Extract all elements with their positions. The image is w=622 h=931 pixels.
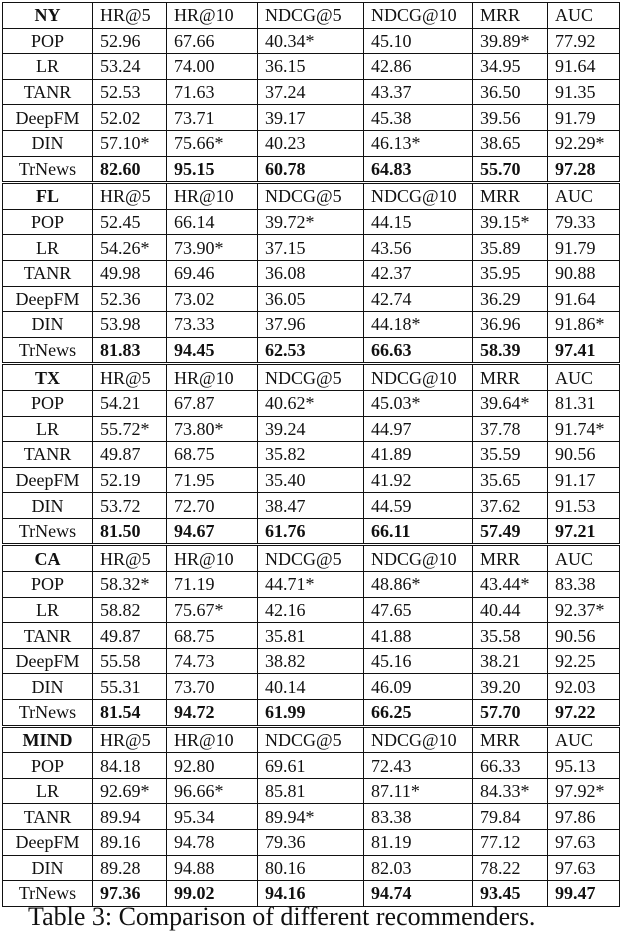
metric-value: 66.63 bbox=[364, 337, 473, 364]
model-name: DeepFM bbox=[3, 105, 93, 131]
metric-value: 35.40 bbox=[258, 467, 364, 493]
table-row bbox=[3, 467, 620, 493]
model-name: DeepFM bbox=[3, 286, 93, 312]
metric-value: 90.56 bbox=[548, 442, 620, 468]
table-row bbox=[3, 390, 620, 416]
dataset-name: CA bbox=[3, 545, 93, 572]
metric-value: 81.83 bbox=[93, 337, 167, 364]
metric-value: 66.11 bbox=[364, 518, 473, 545]
metric-value: 52.53 bbox=[93, 79, 167, 105]
metric-value: 61.99 bbox=[258, 700, 364, 727]
metric-value: 92.69* bbox=[93, 778, 167, 804]
model-name: LR bbox=[3, 54, 93, 80]
metric-value: 58.82 bbox=[93, 597, 167, 623]
column-header: HR@10 bbox=[167, 3, 258, 29]
metric-value: 97.22 bbox=[548, 700, 620, 727]
metric-value: 89.28 bbox=[93, 855, 167, 881]
metric-value: 82.60 bbox=[93, 156, 167, 183]
metric-value: 73.33 bbox=[167, 312, 258, 338]
metric-value: 54.21 bbox=[93, 390, 167, 416]
metric-value: 57.49 bbox=[473, 518, 548, 545]
metric-value: 61.76 bbox=[258, 518, 364, 545]
metric-value: 38.47 bbox=[258, 493, 364, 519]
metric-value: 35.59 bbox=[473, 442, 548, 468]
model-name: DIN bbox=[3, 312, 93, 338]
metric-value: 94.16 bbox=[258, 881, 364, 907]
metric-value: 44.18* bbox=[364, 312, 473, 338]
column-header: AUC bbox=[548, 545, 620, 572]
metric-value: 45.03* bbox=[364, 390, 473, 416]
metric-value: 91.53 bbox=[548, 493, 620, 519]
metric-value: 62.53 bbox=[258, 337, 364, 364]
metric-value: 99.02 bbox=[167, 881, 258, 907]
metric-value: 78.22 bbox=[473, 855, 548, 881]
column-header: NDCG@5 bbox=[258, 3, 364, 29]
model-name: DIN bbox=[3, 130, 93, 156]
metric-value: 81.54 bbox=[93, 700, 167, 727]
metric-value: 84.33* bbox=[473, 778, 548, 804]
column-header: NDCG@10 bbox=[364, 3, 473, 29]
table-row bbox=[3, 804, 620, 830]
metric-value: 90.56 bbox=[548, 623, 620, 649]
metric-value: 45.10 bbox=[364, 28, 473, 54]
metric-value: 52.96 bbox=[93, 28, 167, 54]
metric-value: 68.75 bbox=[167, 442, 258, 468]
metric-value: 41.89 bbox=[364, 442, 473, 468]
metric-value: 79.84 bbox=[473, 804, 548, 830]
metric-value: 44.59 bbox=[364, 493, 473, 519]
column-header: NDCG@5 bbox=[258, 545, 364, 572]
metric-value: 97.63 bbox=[548, 855, 620, 881]
metric-value: 74.00 bbox=[167, 54, 258, 80]
metric-value: 73.80* bbox=[167, 416, 258, 442]
model-name: POP bbox=[3, 209, 93, 235]
metric-value: 99.47 bbox=[548, 881, 620, 907]
metric-value: 40.14 bbox=[258, 674, 364, 700]
metric-value: 91.79 bbox=[548, 235, 620, 261]
metric-value: 36.96 bbox=[473, 312, 548, 338]
metric-value: 94.67 bbox=[167, 518, 258, 545]
dataset-name: TX bbox=[3, 364, 93, 391]
metric-value: 94.72 bbox=[167, 700, 258, 727]
metric-value: 37.96 bbox=[258, 312, 364, 338]
metric-value: 44.15 bbox=[364, 209, 473, 235]
metric-value: 54.26* bbox=[93, 235, 167, 261]
table-row bbox=[3, 648, 620, 674]
metric-value: 87.11* bbox=[364, 778, 473, 804]
metric-value: 55.72* bbox=[93, 416, 167, 442]
metric-value: 52.02 bbox=[93, 105, 167, 131]
metric-value: 64.83 bbox=[364, 156, 473, 183]
metric-value: 39.72* bbox=[258, 209, 364, 235]
metric-value: 45.16 bbox=[364, 648, 473, 674]
metric-value: 95.34 bbox=[167, 804, 258, 830]
metric-value: 96.66* bbox=[167, 778, 258, 804]
metric-value: 68.75 bbox=[167, 623, 258, 649]
column-header: NDCG@10 bbox=[364, 545, 473, 572]
metric-value: 67.66 bbox=[167, 28, 258, 54]
metric-value: 42.86 bbox=[364, 54, 473, 80]
column-header: MRR bbox=[473, 3, 548, 29]
metric-value: 90.88 bbox=[548, 260, 620, 286]
section-header-row bbox=[3, 545, 620, 572]
metric-value: 72.70 bbox=[167, 493, 258, 519]
table-row bbox=[3, 54, 620, 80]
metric-value: 83.38 bbox=[548, 572, 620, 598]
metric-value: 75.67* bbox=[167, 597, 258, 623]
metric-value: 92.29* bbox=[548, 130, 620, 156]
table-caption: Table 3: Comparison of different recommenders. bbox=[28, 902, 536, 931]
table-row bbox=[3, 572, 620, 598]
table-row bbox=[3, 416, 620, 442]
metric-value: 83.38 bbox=[364, 804, 473, 830]
metric-value: 57.70 bbox=[473, 700, 548, 727]
metric-value: 52.36 bbox=[93, 286, 167, 312]
metric-value: 92.80 bbox=[167, 753, 258, 779]
metric-value: 81.50 bbox=[93, 518, 167, 545]
model-name: DeepFM bbox=[3, 830, 93, 856]
metric-value: 41.92 bbox=[364, 467, 473, 493]
section-header-row bbox=[3, 364, 620, 391]
model-name: LR bbox=[3, 597, 93, 623]
metric-value: 37.78 bbox=[473, 416, 548, 442]
metric-value: 42.37 bbox=[364, 260, 473, 286]
metric-value: 91.64 bbox=[548, 286, 620, 312]
metric-value: 94.78 bbox=[167, 830, 258, 856]
metric-value: 72.43 bbox=[364, 753, 473, 779]
metric-value: 38.82 bbox=[258, 648, 364, 674]
metric-value: 41.88 bbox=[364, 623, 473, 649]
metric-value: 91.79 bbox=[548, 105, 620, 131]
metric-value: 38.65 bbox=[473, 130, 548, 156]
metric-value: 69.46 bbox=[167, 260, 258, 286]
column-header: AUC bbox=[548, 364, 620, 391]
metric-value: 36.15 bbox=[258, 54, 364, 80]
metric-value: 43.56 bbox=[364, 235, 473, 261]
model-name: TrNews bbox=[3, 881, 93, 907]
metric-value: 85.81 bbox=[258, 778, 364, 804]
table-row bbox=[3, 753, 620, 779]
table-row bbox=[3, 28, 620, 54]
column-header: MRR bbox=[473, 364, 548, 391]
column-header: HR@5 bbox=[93, 545, 167, 572]
metric-value: 38.21 bbox=[473, 648, 548, 674]
metric-value: 37.15 bbox=[258, 235, 364, 261]
metric-value: 49.87 bbox=[93, 442, 167, 468]
metric-value: 82.03 bbox=[364, 855, 473, 881]
metric-value: 97.63 bbox=[548, 830, 620, 856]
metric-value: 73.90* bbox=[167, 235, 258, 261]
metric-value: 94.45 bbox=[167, 337, 258, 364]
model-name: LR bbox=[3, 778, 93, 804]
metric-value: 58.32* bbox=[93, 572, 167, 598]
table-row bbox=[3, 830, 620, 856]
metric-value: 35.95 bbox=[473, 260, 548, 286]
results-table bbox=[2, 2, 620, 907]
metric-value: 71.19 bbox=[167, 572, 258, 598]
metric-value: 94.88 bbox=[167, 855, 258, 881]
metric-value: 91.17 bbox=[548, 467, 620, 493]
metric-value: 97.92* bbox=[548, 778, 620, 804]
model-name: DIN bbox=[3, 493, 93, 519]
metric-value: 66.25 bbox=[364, 700, 473, 727]
metric-value: 46.09 bbox=[364, 674, 473, 700]
metric-value: 43.44* bbox=[473, 572, 548, 598]
model-name: POP bbox=[3, 390, 93, 416]
metric-value: 79.33 bbox=[548, 209, 620, 235]
metric-value: 44.97 bbox=[364, 416, 473, 442]
metric-value: 71.63 bbox=[167, 79, 258, 105]
metric-value: 49.87 bbox=[93, 623, 167, 649]
metric-value: 89.94* bbox=[258, 804, 364, 830]
table-row bbox=[3, 337, 620, 364]
model-name: TANR bbox=[3, 442, 93, 468]
metric-value: 81.31 bbox=[548, 390, 620, 416]
metric-value: 47.65 bbox=[364, 597, 473, 623]
metric-value: 36.05 bbox=[258, 286, 364, 312]
dataset-name: MIND bbox=[3, 726, 93, 753]
model-name: TrNews bbox=[3, 518, 93, 545]
table-row bbox=[3, 130, 620, 156]
section-header-row bbox=[3, 183, 620, 210]
metric-value: 93.45 bbox=[473, 881, 548, 907]
table-row bbox=[3, 209, 620, 235]
metric-value: 42.74 bbox=[364, 286, 473, 312]
metric-value: 45.38 bbox=[364, 105, 473, 131]
metric-value: 89.94 bbox=[93, 804, 167, 830]
metric-value: 40.34* bbox=[258, 28, 364, 54]
table-row bbox=[3, 855, 620, 881]
model-name: TANR bbox=[3, 79, 93, 105]
metric-value: 91.35 bbox=[548, 79, 620, 105]
metric-value: 66.33 bbox=[473, 753, 548, 779]
metric-value: 35.58 bbox=[473, 623, 548, 649]
metric-value: 52.19 bbox=[93, 467, 167, 493]
results-table-body bbox=[3, 3, 620, 907]
column-header: AUC bbox=[548, 3, 620, 29]
table-row bbox=[3, 286, 620, 312]
model-name: DeepFM bbox=[3, 648, 93, 674]
model-name: TrNews bbox=[3, 700, 93, 727]
column-header: NDCG@5 bbox=[258, 726, 364, 753]
metric-value: 40.44 bbox=[473, 597, 548, 623]
model-name: TANR bbox=[3, 623, 93, 649]
metric-value: 97.36 bbox=[93, 881, 167, 907]
model-name: LR bbox=[3, 416, 93, 442]
metric-value: 92.03 bbox=[548, 674, 620, 700]
metric-value: 81.19 bbox=[364, 830, 473, 856]
table-row bbox=[3, 700, 620, 727]
table-row bbox=[3, 674, 620, 700]
metric-value: 52.45 bbox=[93, 209, 167, 235]
metric-value: 97.86 bbox=[548, 804, 620, 830]
metric-value: 42.16 bbox=[258, 597, 364, 623]
metric-value: 77.12 bbox=[473, 830, 548, 856]
metric-value: 67.87 bbox=[167, 390, 258, 416]
section-header-row bbox=[3, 3, 620, 29]
metric-value: 58.39 bbox=[473, 337, 548, 364]
metric-value: 34.95 bbox=[473, 54, 548, 80]
table-row bbox=[3, 597, 620, 623]
table-row bbox=[3, 156, 620, 183]
metric-value: 73.02 bbox=[167, 286, 258, 312]
table-row bbox=[3, 260, 620, 286]
model-name: POP bbox=[3, 572, 93, 598]
column-header: NDCG@5 bbox=[258, 364, 364, 391]
metric-value: 80.16 bbox=[258, 855, 364, 881]
metric-value: 95.13 bbox=[548, 753, 620, 779]
metric-value: 39.64* bbox=[473, 390, 548, 416]
table-row bbox=[3, 442, 620, 468]
metric-value: 89.16 bbox=[93, 830, 167, 856]
metric-value: 75.66* bbox=[167, 130, 258, 156]
column-header: HR@10 bbox=[167, 183, 258, 210]
metric-value: 37.24 bbox=[258, 79, 364, 105]
model-name: LR bbox=[3, 235, 93, 261]
metric-value: 44.71* bbox=[258, 572, 364, 598]
metric-value: 91.86* bbox=[548, 312, 620, 338]
column-header: HR@10 bbox=[167, 726, 258, 753]
metric-value: 37.62 bbox=[473, 493, 548, 519]
metric-value: 66.14 bbox=[167, 209, 258, 235]
column-header: NDCG@10 bbox=[364, 364, 473, 391]
section-header-row bbox=[3, 726, 620, 753]
column-header: HR@5 bbox=[93, 364, 167, 391]
model-name: POP bbox=[3, 753, 93, 779]
column-header: HR@5 bbox=[93, 183, 167, 210]
metric-value: 91.74* bbox=[548, 416, 620, 442]
metric-value: 73.70 bbox=[167, 674, 258, 700]
metric-value: 48.86* bbox=[364, 572, 473, 598]
column-header: HR@5 bbox=[93, 726, 167, 753]
metric-value: 79.36 bbox=[258, 830, 364, 856]
metric-value: 35.82 bbox=[258, 442, 364, 468]
dataset-name: NY bbox=[3, 3, 93, 29]
column-header: HR@10 bbox=[167, 364, 258, 391]
metric-value: 60.78 bbox=[258, 156, 364, 183]
column-header: MRR bbox=[473, 545, 548, 572]
metric-value: 55.58 bbox=[93, 648, 167, 674]
metric-value: 35.65 bbox=[473, 467, 548, 493]
column-header: MRR bbox=[473, 726, 548, 753]
model-name: DIN bbox=[3, 855, 93, 881]
metric-value: 55.70 bbox=[473, 156, 548, 183]
model-name: POP bbox=[3, 28, 93, 54]
metric-value: 53.98 bbox=[93, 312, 167, 338]
metric-value: 77.92 bbox=[548, 28, 620, 54]
model-name: DIN bbox=[3, 674, 93, 700]
metric-value: 69.61 bbox=[258, 753, 364, 779]
metric-value: 39.17 bbox=[258, 105, 364, 131]
table-row bbox=[3, 518, 620, 545]
metric-value: 95.15 bbox=[167, 156, 258, 183]
table-row bbox=[3, 105, 620, 131]
metric-value: 74.73 bbox=[167, 648, 258, 674]
model-name: TrNews bbox=[3, 156, 93, 183]
column-header: NDCG@5 bbox=[258, 183, 364, 210]
metric-value: 39.15* bbox=[473, 209, 548, 235]
metric-value: 43.37 bbox=[364, 79, 473, 105]
model-name: TANR bbox=[3, 804, 93, 830]
model-name: DeepFM bbox=[3, 467, 93, 493]
results-table-container bbox=[2, 2, 619, 907]
model-name: TrNews bbox=[3, 337, 93, 364]
metric-value: 39.24 bbox=[258, 416, 364, 442]
metric-value: 91.64 bbox=[548, 54, 620, 80]
table-row bbox=[3, 493, 620, 519]
table-row bbox=[3, 235, 620, 261]
column-header: NDCG@10 bbox=[364, 183, 473, 210]
metric-value: 57.10* bbox=[93, 130, 167, 156]
metric-value: 49.98 bbox=[93, 260, 167, 286]
metric-value: 73.71 bbox=[167, 105, 258, 131]
metric-value: 35.81 bbox=[258, 623, 364, 649]
metric-value: 94.74 bbox=[364, 881, 473, 907]
table-row bbox=[3, 312, 620, 338]
metric-value: 36.08 bbox=[258, 260, 364, 286]
metric-value: 36.50 bbox=[473, 79, 548, 105]
metric-value: 92.25 bbox=[548, 648, 620, 674]
metric-value: 97.21 bbox=[548, 518, 620, 545]
column-header: MRR bbox=[473, 183, 548, 210]
metric-value: 39.89* bbox=[473, 28, 548, 54]
metric-value: 92.37* bbox=[548, 597, 620, 623]
table-row bbox=[3, 79, 620, 105]
column-header: NDCG@10 bbox=[364, 726, 473, 753]
metric-value: 40.23 bbox=[258, 130, 364, 156]
column-header: HR@5 bbox=[93, 3, 167, 29]
dataset-name: FL bbox=[3, 183, 93, 210]
table-row bbox=[3, 623, 620, 649]
metric-value: 39.56 bbox=[473, 105, 548, 131]
metric-value: 84.18 bbox=[93, 753, 167, 779]
metric-value: 36.29 bbox=[473, 286, 548, 312]
metric-value: 55.31 bbox=[93, 674, 167, 700]
column-header: AUC bbox=[548, 183, 620, 210]
metric-value: 35.89 bbox=[473, 235, 548, 261]
metric-value: 40.62* bbox=[258, 390, 364, 416]
model-name: TANR bbox=[3, 260, 93, 286]
table-row bbox=[3, 778, 620, 804]
metric-value: 53.24 bbox=[93, 54, 167, 80]
metric-value: 71.95 bbox=[167, 467, 258, 493]
metric-value: 97.41 bbox=[548, 337, 620, 364]
metric-value: 46.13* bbox=[364, 130, 473, 156]
metric-value: 53.72 bbox=[93, 493, 167, 519]
metric-value: 39.20 bbox=[473, 674, 548, 700]
column-header: HR@10 bbox=[167, 545, 258, 572]
metric-value: 97.28 bbox=[548, 156, 620, 183]
column-header: AUC bbox=[548, 726, 620, 753]
